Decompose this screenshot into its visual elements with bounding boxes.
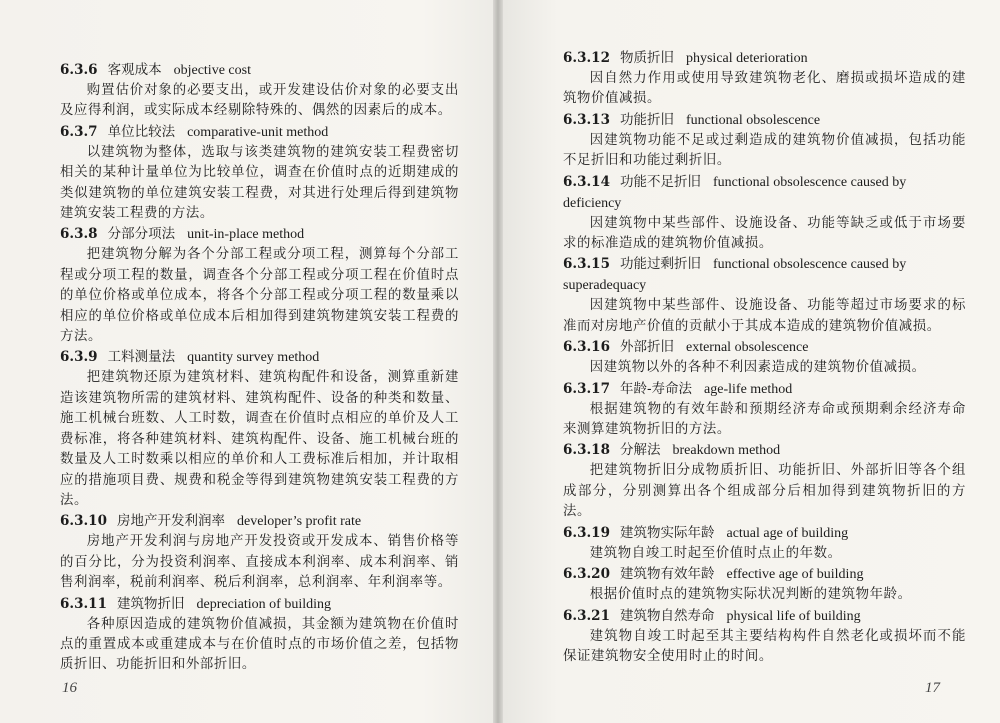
entry-definition: 因建筑物中某些部件、设施设备、功能等超过市场要求的标准而对房地产价值的贡献小于其成本造成的建筑物价值减损。 (563, 298, 966, 334)
entry-heading (563, 48, 966, 69)
entry-number: 6.3.18 (563, 442, 610, 459)
glossary-entry (60, 511, 459, 593)
entry-term-english: physical life of building (726, 608, 861, 624)
entry-definition: 根据建筑物的有效年龄和预期经济寿命或预期剩余经济寿命来测算建筑物折旧的方法。 (563, 401, 966, 438)
entry-number: 6.3.11 (60, 595, 107, 612)
entry-term-chinese: 建筑物自然寿命 (619, 607, 715, 624)
entry-definition: 购置估价对象的必要支出，或开发建设估价对象的必要支出及应得利润，或实际成本经剔除特殊的、偶然的因素后的成本。 (60, 83, 459, 119)
entry-heading (60, 594, 459, 615)
glossary-entry (563, 48, 966, 110)
entry-term-chinese: 客观成本 (107, 62, 162, 78)
entry-term-english: physical deterioration (685, 51, 808, 66)
entry-definition: 房地产开发利润与房地产开发投资或开发成本、销售价格等的百分比，分为投资利润率、直接成本利润率、成本利润率、销售利润率，税前利润率、税后利润率，总利润率、年利润率等。 (60, 534, 459, 591)
page-number: 17 (925, 680, 940, 696)
entry-term-chinese: 功能折旧 (619, 111, 674, 128)
glossary-entry (60, 122, 459, 225)
entry-definition: 因建筑物功能不足或过剩造成的建筑物价值减损，包括功能不足折旧和功能过剩折旧。 (563, 132, 966, 169)
entry-number: 6.3.7 (60, 123, 98, 140)
entry-term-english: functional obsolescence caused by superadequacy (563, 257, 907, 294)
entry-number: 6.3.16 (563, 339, 610, 356)
entry-heading (563, 379, 966, 400)
entry-term-chinese: 建筑物有效年龄 (619, 566, 715, 583)
entry-term-english: effective age of building (726, 567, 864, 583)
entry-term-chinese: 建筑物实际年龄 (619, 524, 715, 541)
entry-heading (60, 60, 459, 81)
book-gutter (493, 0, 503, 723)
entry-heading (563, 440, 966, 461)
glossary-entry (563, 110, 966, 172)
left-entries (60, 60, 459, 676)
glossary-entry (563, 606, 966, 668)
entry-heading (60, 511, 459, 532)
entry-definition: 根据价值时点的建筑物实际状况判断的建筑物年龄。 (589, 587, 912, 603)
entry-heading (563, 110, 966, 131)
entry-definition: 建筑物自竣工时起至价值时点止的年数。 (589, 545, 842, 561)
entry-heading (563, 523, 966, 544)
entry-term-english: age-life method (704, 381, 793, 397)
entry-number: 6.3.6 (60, 62, 98, 78)
entry-term-chinese: 分部分项法 (107, 226, 176, 243)
entry-heading (563, 564, 966, 585)
glossary-entry (563, 523, 966, 564)
entry-term-chinese: 年龄-寿命法 (619, 380, 693, 397)
entry-definition: 因自然力作用或使用导致建筑物老化、磨损或损坏造成的建筑物价值减损。 (563, 71, 966, 107)
entry-heading (563, 254, 966, 296)
entry-definition: 以建筑物为整体，选取与该类建筑物的建筑安装工程费密切相关的某种计量单位为比较单位，调查在价值时点的近期建成的类似建筑物的单位建筑安装工程费，对其进行处理后得到建筑物建筑安装工程费的方法。 (60, 144, 459, 222)
glossary-entry (563, 440, 966, 522)
left-page (0, 0, 497, 723)
entry-number: 6.3.20 (563, 566, 610, 583)
entry-term-chinese: 单位比较法 (107, 123, 176, 140)
entry-term-english: comparative-unit method (187, 124, 329, 140)
entry-heading (563, 172, 966, 214)
entry-heading (563, 606, 966, 627)
glossary-entry (60, 60, 459, 122)
entry-number: 6.3.19 (563, 524, 610, 541)
glossary-entry (563, 254, 966, 337)
entry-definition: 各种原因造成的建筑物价值减损，其金额为建筑物在价值时点的重置成本或重建成本与在价值时点的市场价值之差，包括物质折旧、功能折旧和外部折旧。 (60, 616, 459, 673)
entry-definition: 因建筑物以外的各种不利因素造成的建筑物价值减损。 (589, 360, 926, 376)
glossary-entry (60, 224, 459, 347)
entry-term-english: unit-in-place method (187, 227, 305, 243)
entry-number: 6.3.9 (60, 349, 98, 366)
entry-term-english: external obsolescence (685, 340, 809, 356)
entry-number: 6.3.8 (60, 226, 98, 243)
entry-heading (60, 224, 459, 245)
entry-number: 6.3.15 (563, 256, 610, 273)
glossary-entry (563, 379, 966, 441)
entry-term-chinese: 房地产开发利润率 (116, 513, 225, 530)
entry-term-english: breakdown method (672, 443, 781, 459)
right-page (497, 0, 1000, 723)
entry-term-chinese: 工料测量法 (107, 349, 176, 366)
entry-term-chinese: 功能不足折旧 (619, 173, 701, 190)
entry-term-english: depreciation of building (196, 596, 332, 612)
entry-term-english: quantity survey method (187, 350, 320, 366)
entry-term-chinese: 外部折旧 (619, 339, 674, 356)
glossary-entry (563, 172, 966, 255)
entry-definition: 把建筑物分解为各个分部工程或分项工程，测算每个分部工程或分项工程的数量，调查各个分部工程或分项工程在价值时点的单位价格或单位成本，将各个分部工程或分项工程的数量乘以相应的单位价格或单位成本后相加得到建筑物建筑安装工程费的方法。 (60, 247, 459, 345)
right-entries (563, 48, 966, 667)
entry-number: 6.3.14 (563, 173, 610, 190)
entry-definition: 把建筑物折旧分成物质折旧、功能折旧、外部折旧等各个组成部分，分别测算出各个组成部分后相加得到建筑物折旧的方法。 (563, 463, 966, 520)
entry-term-english: functional obsolescence caused by deficiency (563, 174, 907, 211)
entry-heading (60, 122, 459, 143)
entry-definition: 把建筑物还原为建筑材料、建筑构配件和设备，测算重新建造该建筑物所需的建筑材料、建筑构配件、设备的种类和数量、施工机械台班数、人工时数，调查在价值时点相应的单价及人工费标准，将各种建筑材料、建筑构配件、设备、施工机械台班的数量及人工时数乘以相应的单价和人工费标准后相加，并计取相应的措施项目费、规费和税金等得到建筑物建筑安装工程费的方法。 (60, 370, 459, 508)
glossary-entry (60, 347, 459, 511)
entry-term-english: objective cost (173, 63, 251, 78)
entry-term-english: functional obsolescence (685, 112, 821, 128)
entry-term-chinese: 功能过剩折旧 (619, 256, 701, 273)
entry-term-english: actual age of building (726, 525, 849, 541)
entry-term-chinese: 建筑物折旧 (116, 595, 185, 612)
glossary-entry (563, 564, 966, 605)
entry-number: 6.3.13 (563, 111, 610, 128)
entry-definition: 建筑物自竣工时起至其主要结构构件自然老化或损坏而不能保证建筑物安全使用时止的时间。 (563, 628, 966, 664)
entry-term-chinese: 分解法 (619, 442, 661, 459)
entry-term-english: developer’s profit rate (236, 514, 362, 530)
entry-definition: 因建筑物中某些部件、设施设备、功能等缺乏或低于市场要求的标准造成的建筑物价值减损。 (563, 215, 966, 252)
entry-term-chinese: 物质折旧 (619, 50, 674, 66)
entry-number: 6.3.12 (563, 50, 610, 66)
entry-number: 6.3.21 (563, 607, 610, 624)
glossary-entry (60, 594, 459, 676)
page-number: 16 (62, 680, 77, 696)
entry-number: 6.3.17 (563, 380, 610, 397)
glossary-entry (563, 337, 966, 378)
entry-heading (60, 347, 459, 368)
entry-number: 6.3.10 (60, 513, 107, 530)
entry-heading (563, 337, 966, 358)
